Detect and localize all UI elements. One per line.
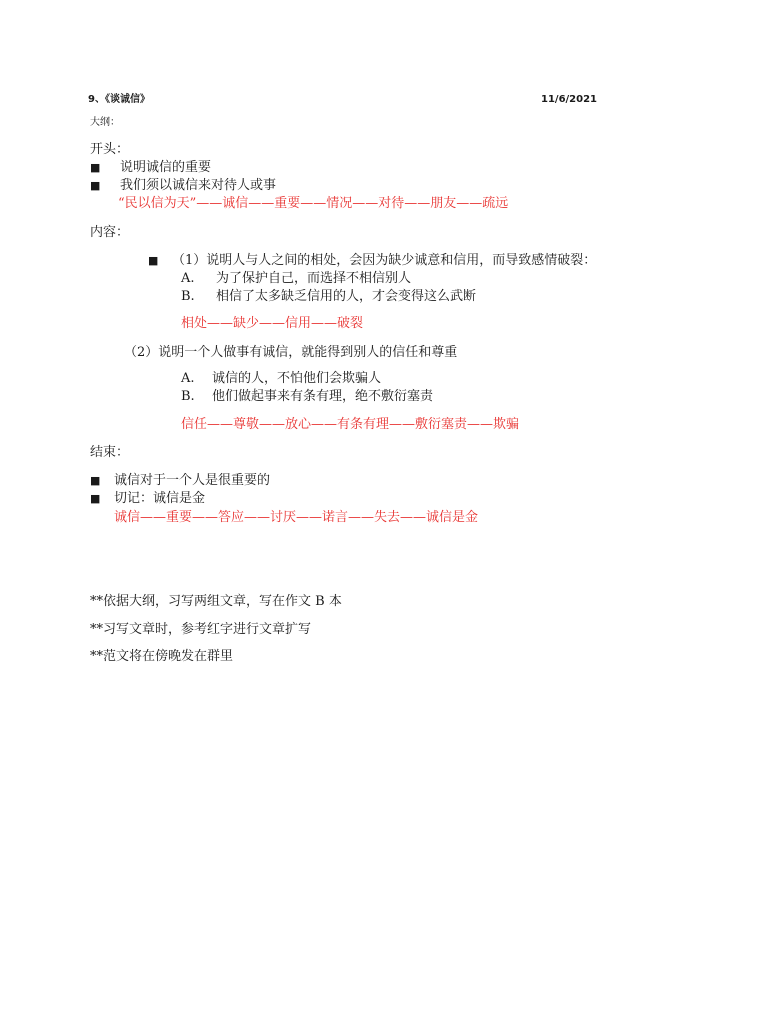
point-1-sub-a-marker: A. [181, 271, 195, 286]
document-title: 9、《谈诚信》 [88, 94, 150, 105]
document-date: 11/6/2021 [541, 94, 598, 105]
point-2-keywords: 信任——尊敬——放心——有条有理——敷衍塞责——欺骗 [181, 417, 520, 432]
point-1-sub-b-marker: B. [181, 289, 195, 304]
outline-label: 大纲： [90, 117, 120, 128]
opening-heading: 开头： [90, 142, 130, 157]
point-2-sub-a-marker: A. [181, 371, 195, 386]
opening-bullet-1: 说明诚信的重要 [120, 160, 212, 175]
content-point-1: （1）说明人与人之间的相处，会因为缺少诚意和信用，而导致感情破裂： [172, 253, 597, 268]
note-3: **范文将在傍晚发在群里 [90, 649, 234, 664]
opening-bullet-2: 我们须以诚信来对待人或事 [120, 178, 277, 193]
point-1-sub-b: 相信了太多缺乏信用的人，才会变得这么武断 [216, 289, 477, 304]
point-2-sub-b-marker: B. [181, 389, 195, 404]
point-2-sub-a: 诚信的人，不怕他们会欺骗人 [212, 371, 382, 386]
ending-keywords: 诚信——重要——答应——讨厌——诺言——失去——诚信是金 [114, 510, 479, 525]
ending-bullet-2: 切记：诚信是金 [114, 491, 206, 506]
note-1: **依据大纲，习写两组文章，写在作文 B 本 [90, 594, 342, 609]
point-1-keywords: 相处——缺少——信用——破裂 [181, 316, 364, 331]
bullet-icon: ■ [90, 492, 101, 505]
content-heading: 内容： [90, 225, 130, 240]
bullet-icon: ■ [90, 179, 101, 192]
bullet-icon: ■ [90, 474, 101, 487]
note-2: **习写文章时，参考红字进行文章扩写 [90, 622, 312, 637]
point-1-sub-a: 为了保护自己，而选择不相信别人 [216, 271, 412, 286]
content-point-2: （2）说明一个人做事有诚信，就能得到别人的信任和尊重 [124, 345, 458, 360]
ending-heading: 结束： [90, 445, 130, 460]
point-2-sub-b: 他们做起事来有条有理，绝不敷衍塞责 [212, 389, 434, 404]
bullet-icon: ■ [148, 254, 159, 267]
bullet-icon: ■ [90, 161, 101, 174]
opening-keywords: “民以信为天”——诚信——重要——情况——对待——朋友——疏远 [118, 196, 509, 211]
ending-bullet-1: 诚信对于一个人是很重要的 [114, 473, 271, 488]
